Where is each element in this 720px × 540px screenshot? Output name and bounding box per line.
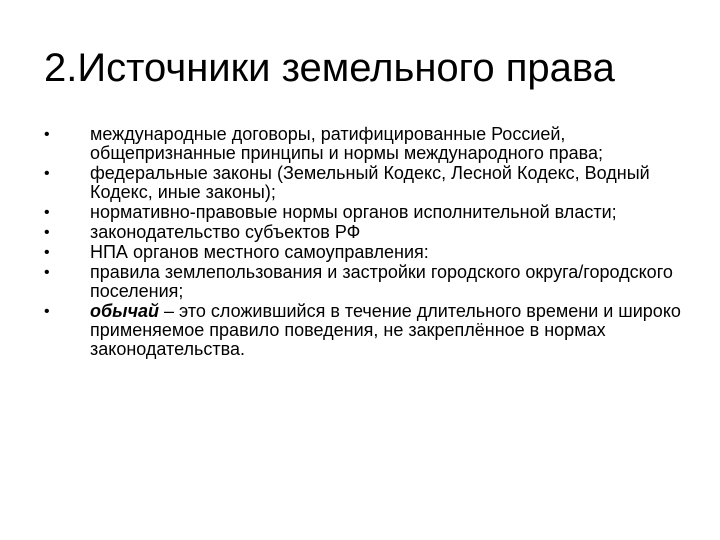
slide-title: 2.Источники земельного права	[44, 46, 615, 90]
list-item	[44, 302, 694, 359]
custom-term: обычай	[90, 301, 160, 321]
list-item	[44, 164, 694, 202]
list-item-text: правила землепользования и застройки городского округа/городского поселения;	[90, 262, 673, 301]
bullet-icon: •	[44, 126, 50, 143]
bullet-icon: •	[44, 264, 50, 281]
list-item	[44, 125, 694, 163]
sources-list	[44, 125, 694, 360]
bullet-icon: •	[44, 244, 50, 261]
list-item-text: нормативно-правовые нормы органов исполнительной власти;	[90, 202, 617, 222]
list-item-text: международные договоры, ратифицированные Россией, общепризнанные принципы и нормы международного права;	[90, 124, 603, 163]
bullet-icon: •	[44, 204, 50, 221]
list-item-text: НПА органов местного самоуправления:	[90, 242, 429, 262]
list-item	[44, 243, 694, 262]
bullet-icon: •	[44, 224, 50, 241]
list-item-text: федеральные законы (Земельный Кодекс, Лесной Кодекс, Водный Кодекс, иные законы);	[90, 163, 650, 202]
list-item	[44, 263, 694, 301]
bullet-icon: •	[44, 303, 50, 320]
list-item	[44, 203, 694, 222]
list-item	[44, 223, 694, 242]
bullet-icon: •	[44, 165, 50, 182]
list-item-text: – это сложившийся в течение длительного времени и широко применяемое правило поведения, не закреплённое в нормах законодательства.	[90, 301, 681, 359]
list-item-text: законодательство субъектов РФ	[90, 222, 361, 242]
